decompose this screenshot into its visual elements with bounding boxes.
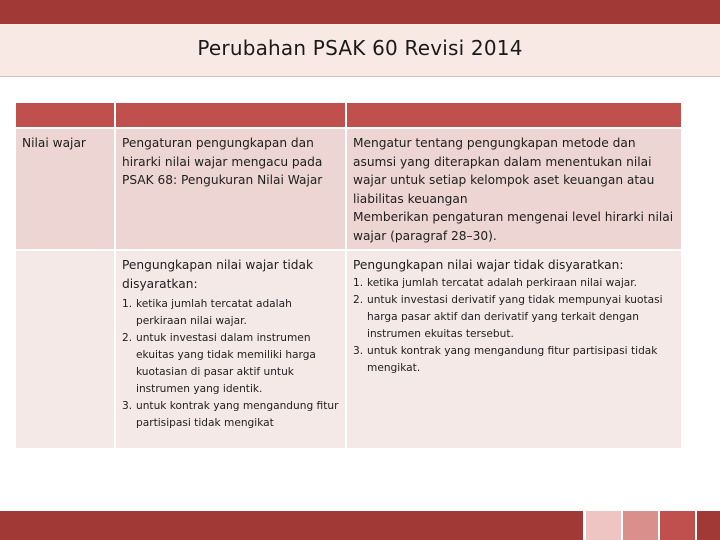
slide-title: Perubahan PSAK 60 Revisi 2014 xyxy=(197,36,523,60)
row-label: Nilai wajar xyxy=(16,129,114,249)
footer-square xyxy=(660,511,695,540)
list-item: 2. untuk investasi dalam instrumen ekuitas yang tidak memiliki harga kuotasian di pasar aktif untuk instrumen yang identik. xyxy=(122,332,316,395)
list-item: 3. untuk kontrak yang mengandung fitur partisipasi tidak mengikat xyxy=(122,400,339,429)
old-standard-exemptions xyxy=(116,251,345,448)
list-item: 3. untuk kontrak yang mengandung fitur partisipasi tidak mengikat. xyxy=(353,344,658,374)
new-standard-line: Memberikan pengaturan mengenai level hirarki nilai wajar (paragraf 28–30). xyxy=(353,210,674,243)
table-header-row xyxy=(16,103,681,127)
list-item: 1. ketika jumlah tercatat adalah perkiraan nilai wajar. xyxy=(353,276,638,289)
footer-square xyxy=(586,511,621,540)
list-item: 1. ketika jumlah tercatat adalah perkiraan nilai wajar. xyxy=(122,298,292,327)
header-cell-1 xyxy=(16,103,114,127)
bottom-accent-bar xyxy=(0,511,583,540)
header-cell-3 xyxy=(347,103,681,127)
header-cell-2 xyxy=(116,103,345,127)
exemptions-list xyxy=(353,275,675,377)
new-standard-cell xyxy=(347,129,681,249)
top-accent-bar xyxy=(0,0,720,24)
old-standard-cell: Pengaturan pengungkapan dan hirarki nilai wajar mengacu pada PSAK 68: Pengukuran Nilai Wajar xyxy=(116,129,345,249)
exemptions-intro: Pengungkapan nilai wajar tidak disyaratkan: xyxy=(353,258,624,272)
footer-square xyxy=(623,511,658,540)
exemptions-list xyxy=(122,296,339,432)
new-standard-line: Mengatur tentang pengungkapan metode dan asumsi yang diterapkan dalam menentukan nilai wajar untuk setiap kelompok aset keuangan atau liabilitas keuangan xyxy=(353,136,655,206)
list-item: 2. untuk investasi derivatif yang tidak mempunyai kuotasi harga pasar aktif dan derivatif yang terkait dengan instrumen ekuitas tersebut. xyxy=(353,293,663,340)
exemptions-intro: Pengungkapan nilai wajar tidak disyaratkan: xyxy=(122,258,314,291)
new-standard-exemptions xyxy=(347,251,681,448)
row-label-empty xyxy=(16,251,114,448)
comparison-table xyxy=(16,103,681,448)
footer-square xyxy=(697,511,720,540)
